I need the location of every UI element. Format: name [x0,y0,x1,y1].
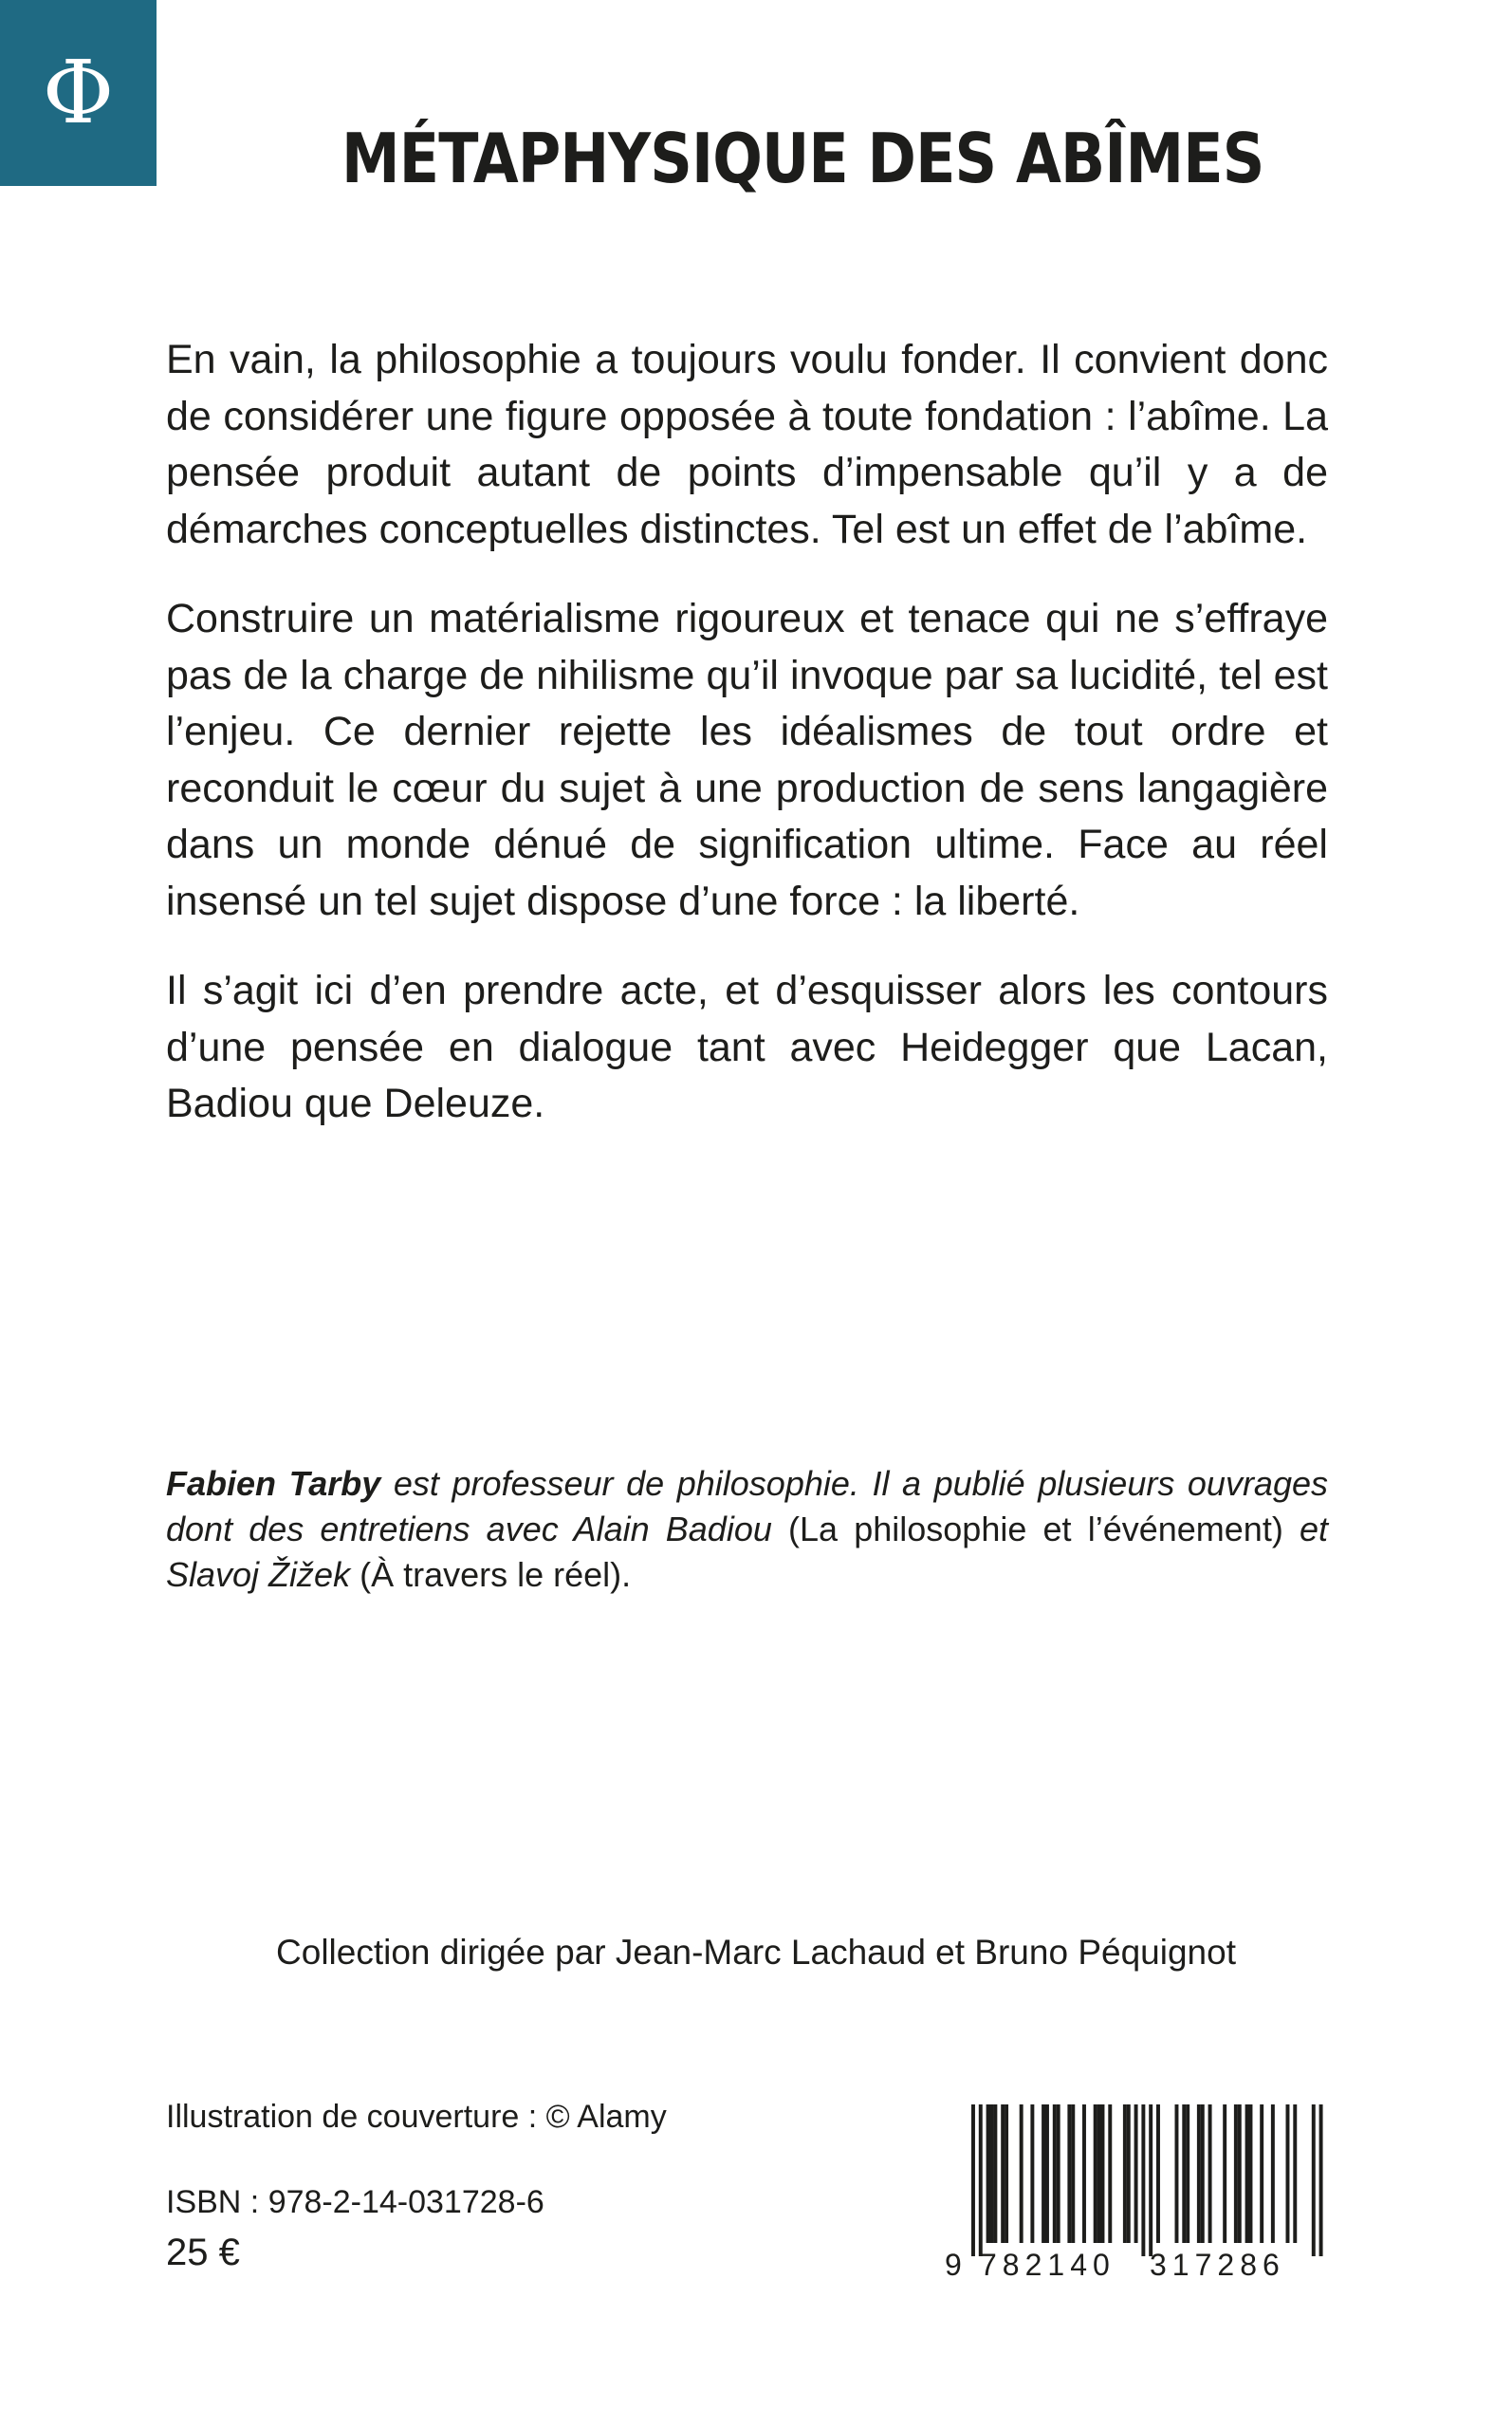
barcode-lead-digit: 9 [945,2248,962,2281]
barcode-bar [1057,2104,1060,2243]
barcode-bar [1020,2104,1023,2243]
barcode [939,2104,1328,2281]
barcode-bar [1260,2104,1263,2243]
barcode-bar [1108,2104,1112,2243]
barcode-bar [1134,2104,1138,2243]
barcode-bar [1245,2104,1249,2243]
barcode-bar [1234,2104,1238,2243]
blurb-paragraph: Il s’agit ici d’en prendre acte, et d’esquisser alors les contours d’une pensée en dialogue tant avec Heidegger que Lacan, Badiou que Deleuze. [166,968,1328,1126]
barcode-bar [1182,2104,1186,2243]
barcode-bar [1312,2104,1316,2256]
barcode-bar [1175,2104,1179,2243]
author-name: Fabien Tarby [166,1464,381,1503]
barcode-bar [971,2104,975,2256]
blurb-paragraph: Construire un matérialisme rigoureux et tenace qui ne s’effraye pas de la charge de nihilisme qu’il invoque par sa lucidité, tel est l’enjeu. Ce dernier rejette les idéalismes de tout ordre et reconduit le cœur du sujet à une production de sens langagière dans un monde dénué de signification ultime. Face au réel insensé un tel sujet dispose d’une force : la liberté. [166,596,1328,924]
barcode-bar [1042,2104,1045,2243]
barcode-bar [1127,2104,1131,2243]
barcode-bar [1001,2104,1005,2243]
barcode-bar [986,2104,990,2243]
barcode-bar [1097,2104,1101,2243]
barcode-bar [1071,2104,1075,2243]
barcode-bar [1094,2104,1097,2243]
cover-credit: Illustration de couverture : © Alamy [166,2099,667,2135]
barcode-left-digits: 782140 [980,2248,1116,2281]
isbn: ISBN : 978-2-14-031728-6 [166,2184,544,2220]
barcode-bar [1286,2104,1290,2243]
back-cover-blurb [166,332,1328,1166]
bio-text: est professeur de philosophie. Il a publié plusieurs ouvrages dont des entretiens avec Alain Badiou [166,1464,1329,1548]
barcode-bar [1149,2104,1152,2256]
barcode-right-digits: 317286 [1150,2248,1285,2281]
barcode-bar [993,2104,997,2243]
bio-work-title: (À travers le réel). [360,1555,632,1594]
barcode-bar [1249,2104,1253,2243]
blurb-paragraph: En vain, la philosophie a toujours voulu fonder. Il convient donc de considérer une figure opposée à toute fondation : l’abîme. La pensée produit autant de points d’impensable qu’il y a de démarches conceptuelles distinctes. Tel est un effet de l’abîme. [166,337,1328,552]
barcode-bar [1271,2104,1275,2243]
barcode-bar [1156,2104,1160,2243]
barcode-bar [979,2104,983,2256]
barcode-bar [1005,2104,1008,2243]
barcode-bar [1223,2104,1226,2243]
barcode-bar [1123,2104,1127,2243]
barcode-bar [1141,2104,1145,2256]
barcode-bar [1101,2104,1105,2243]
barcode-bar [1082,2104,1086,2243]
barcode-graphic [939,2104,1328,2281]
publisher-logo [0,0,157,186]
barcode-bar [1238,2104,1242,2243]
barcode-bar [1201,2104,1205,2243]
barcode-bar [1030,2104,1034,2243]
barcode-bar [990,2104,994,2243]
barcode-bar [1186,2104,1189,2243]
barcode-bar [1053,2104,1057,2243]
bio-work-title: (La philosophie et l’événement) [788,1510,1283,1548]
bio-text: et Slavoj Žižek [166,1510,1329,1594]
price: 25 € [166,2232,240,2273]
barcode-bar [1045,2104,1049,2243]
barcode-bar [1319,2104,1323,2256]
phi-logo-icon: Φ [42,42,115,143]
barcode-bar [1208,2104,1212,2243]
book-title: MÉTAPHYSIQUE DES ABÎMES [341,119,1264,198]
barcode-bar [1197,2104,1201,2243]
barcode-bar [1293,2104,1297,2243]
barcode-bar [1067,2104,1071,2243]
collection-line: Collection dirigée par Jean-Marc Lachaud et Bruno Péquignot [276,1933,1236,1972]
author-bio [166,1461,1328,1598]
